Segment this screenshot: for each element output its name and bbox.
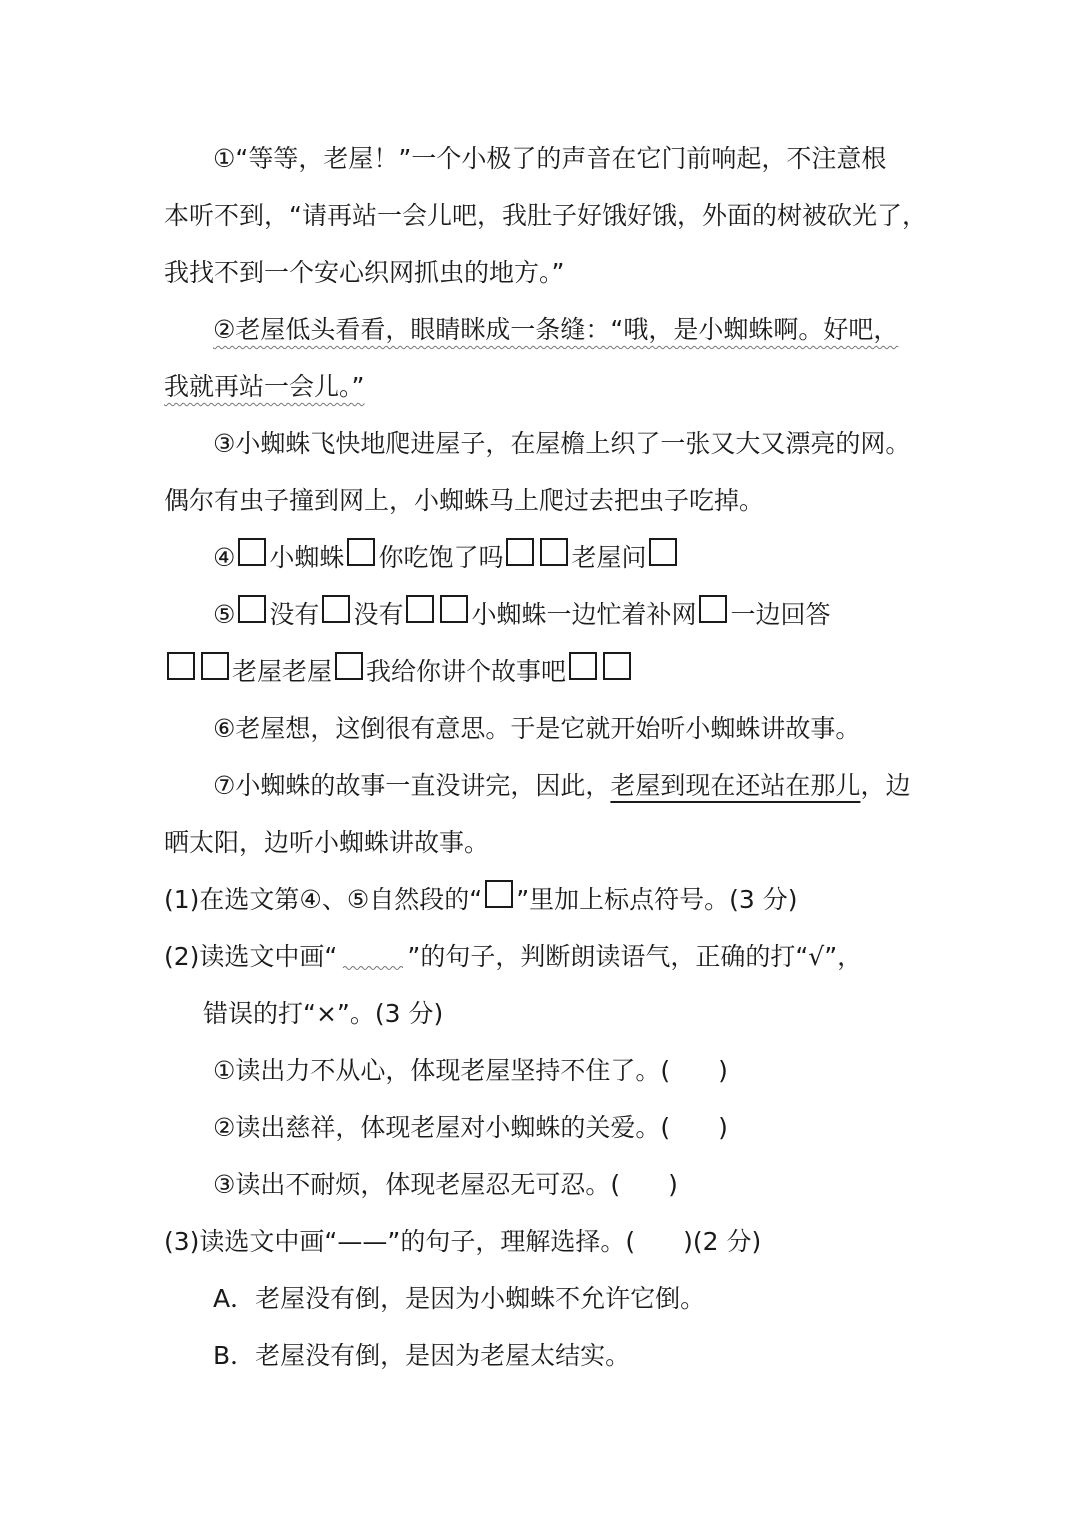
punctuation-box[interactable] xyxy=(335,652,363,680)
option-close-paren: ) xyxy=(718,1113,728,1142)
question-text: (1)在选文第④、⑤自然段的“ xyxy=(164,885,483,914)
passage-p5-line1 xyxy=(213,598,830,632)
punctuation-box[interactable] xyxy=(649,538,677,566)
question-2-option-2 xyxy=(213,1111,728,1145)
passage-text: 老屋问 xyxy=(571,543,647,572)
question-text: ”的句子，判断朗读语气，正确的打“√”， xyxy=(407,942,863,971)
option-text: ③读出不耐烦，体现老屋忍无可忍。( xyxy=(213,1170,621,1199)
punctuation-box[interactable] xyxy=(167,652,195,680)
question-3-option-a: A．老屋没有倒，是因为小蜘蛛不允许它倒。 xyxy=(213,1284,706,1313)
punctuation-box[interactable] xyxy=(603,652,631,680)
punctuation-box[interactable] xyxy=(347,538,375,566)
punctuation-box[interactable] xyxy=(406,595,434,623)
punctuation-box[interactable] xyxy=(322,595,350,623)
passage-p1-line3: 我找不到一个安心织网抓虫的地方。” xyxy=(164,258,565,287)
question-2 xyxy=(164,940,862,974)
punctuation-box-sample xyxy=(485,880,513,908)
question-2-option-1 xyxy=(213,1054,728,1088)
passage-p3-line2: 偶尔有虫子撞到网上，小蜘蛛马上爬过去把虫子吃掉。 xyxy=(164,486,765,515)
passage-p7-line1 xyxy=(213,769,910,803)
punctuation-box[interactable] xyxy=(506,538,534,566)
question-3 xyxy=(164,1225,761,1259)
passage-text: 小蜘蛛 xyxy=(269,543,345,572)
passage-text: 你吃饱了吗 xyxy=(378,543,504,572)
passage-text: 一边回答 xyxy=(730,600,831,629)
wavy-underlined-sentence-part1: ②老屋低头看看，眼睛眯成一条缝：“哦，是小蜘蛛啊。好吧， xyxy=(213,315,899,344)
passage-p2-line2 xyxy=(164,370,364,404)
paragraph-number: ④ xyxy=(213,543,236,572)
option-close-paren: ) xyxy=(718,1056,728,1085)
passage-text: 没有 xyxy=(269,600,320,629)
question-text: (3)读选文中画“——”的句子，理解选择。( xyxy=(164,1227,636,1256)
question-text: ”里加上标点符号。(3 分) xyxy=(516,885,798,914)
punctuation-box[interactable] xyxy=(238,595,266,623)
wavy-line-sample-icon xyxy=(341,942,403,972)
passage-text: ⑦小蜘蛛的故事一直没讲完，因此， xyxy=(213,771,611,800)
passage-p7-line2: 晒太阳，边听小蜘蛛讲故事。 xyxy=(164,828,490,857)
option-text: ②读出慈祥，体现老屋对小蜘蛛的关爱。( xyxy=(213,1113,671,1142)
passage-text: 没有 xyxy=(353,600,404,629)
question-text: (2)读选文中画“ xyxy=(164,942,338,971)
passage-p3-line1: ③小蜘蛛飞快地爬进屋子，在屋檐上织了一张又大又漂亮的网。 xyxy=(213,429,911,458)
punctuation-box[interactable] xyxy=(440,595,468,623)
passage-p4 xyxy=(213,541,680,575)
passage-p1-line1: ①“等等，老屋！”一个小极了的声音在它门前响起，不注意根 xyxy=(213,144,887,173)
passage-text: 小蜘蛛一边忙着补网 xyxy=(471,600,697,629)
question-1 xyxy=(164,883,798,917)
option-close-paren: ) xyxy=(668,1170,678,1199)
passage-text: ，边 xyxy=(860,771,911,800)
question-2-option-3 xyxy=(213,1168,678,1202)
passage-p1-line2: 本听不到，“请再站一会儿吧，我肚子好饿好饿，外面的树被砍光了， xyxy=(164,201,927,230)
punctuation-box[interactable] xyxy=(201,652,229,680)
question-text: )(2 分) xyxy=(683,1227,762,1256)
question-3-option-b: B．老屋没有倒，是因为老屋太结实。 xyxy=(213,1341,631,1370)
punctuation-box[interactable] xyxy=(569,652,597,680)
punctuation-box[interactable] xyxy=(699,595,727,623)
passage-p6-line1: ⑥老屋想，这倒很有意思。于是它就开始听小蜘蛛讲故事。 xyxy=(213,714,861,743)
punctuation-box[interactable] xyxy=(540,538,568,566)
question-2-line2: 错误的打“×”。(3 分) xyxy=(203,999,444,1028)
passage-text: 老屋老屋 xyxy=(232,657,333,686)
punctuation-box[interactable] xyxy=(238,538,266,566)
straight-underlined-sentence: 老屋到现在还站在那儿 xyxy=(610,771,861,800)
paragraph-number: ⑤ xyxy=(213,600,236,629)
passage-text: 我给你讲个故事吧 xyxy=(366,657,567,686)
wavy-underlined-sentence-part2: 我就再站一会儿。” xyxy=(164,372,365,401)
passage-p2-line1 xyxy=(213,313,898,347)
option-text: ①读出力不从心，体现老屋坚持不住了。( xyxy=(213,1056,671,1085)
passage-p5-line2 xyxy=(164,655,634,689)
